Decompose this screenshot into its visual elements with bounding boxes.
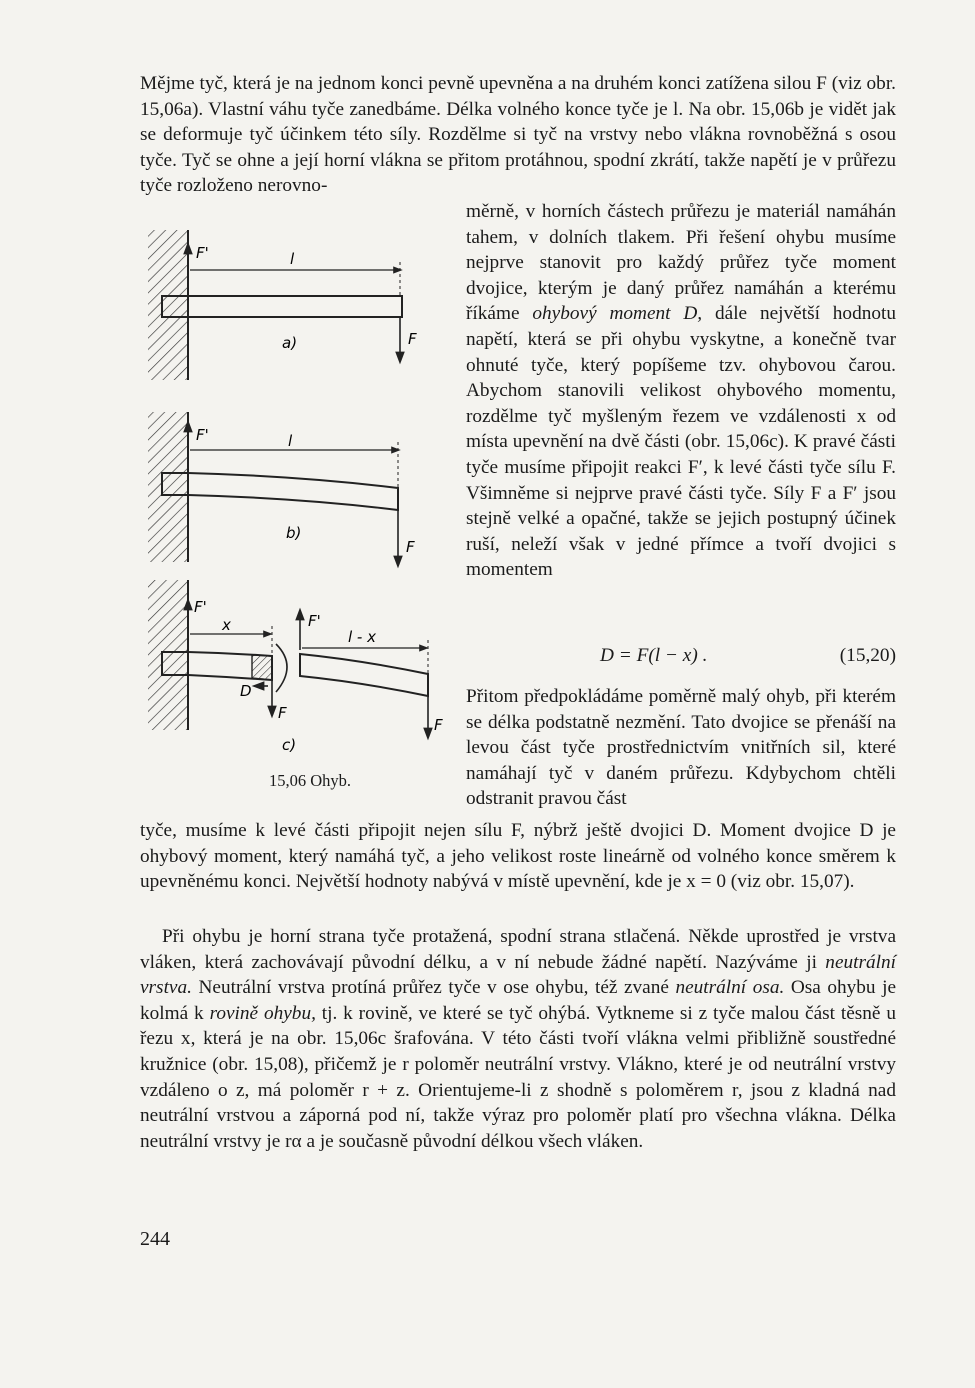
figure-15-06 xyxy=(130,220,460,770)
label-length: l xyxy=(290,250,295,268)
beam-right-part xyxy=(300,654,428,696)
label-length: l xyxy=(288,432,293,450)
label-panel-b: b) xyxy=(286,524,302,542)
page-number: 244 xyxy=(140,1228,170,1250)
paragraph-text: tj. k rovině, ve které se tyč ohýbá. Vytkneme si z tyče malou část těsně u řezu x, která je na obr. 15,06c šrafována. V této části tvoří vlákna velmi přibližně soustředné kružnice (obr. 15,08), přičemž je r poloměr neutrální vrstvy. Vlákno, které je od neutrální vrstvy vzdáleno o z, má poloměr r + z. Orientujeme-li z shodně s poloměrem r, jsou z kladná nad neutrální vrstvou a záporná pod ní, takže výraz pro poloměr platí pro všechna vlákna. Délka neutrální vrstvy je rα a je současně původní délkou všech vláken. xyxy=(140,1002,896,1152)
paragraph-bending-moment xyxy=(466,199,896,583)
beam-bending-diagram xyxy=(130,220,460,770)
panel-b xyxy=(148,412,415,562)
label-panel-a: a) xyxy=(282,334,298,352)
paragraph-text: Neutrální vrstva protíná průřez tyče v ose ohybu, též zvané xyxy=(191,977,676,999)
paragraph-text: dále největší hodnotu napětí, která se při ohybu vyskytne, a konečně tvar ohnuté tyče, který popíšeme tzv. ohybovou čarou. Abychom stanovili velikost ohybového momentu, rozdělme tyč myšleným řezem ve vzdálenosti x od místa upevnění na dvě části (obr. 15,06c). K pravé části tyče musíme připojit reakci F′, k levé části tyče sílu F. Všimněme si nejprve pravé části tyče. Síly F a F′ jsou stejně velké a opačné, takže se jejich postupný účinek ruší, neleží však v jedné přímce a tvoří dvojici s momentem xyxy=(466,303,896,581)
label-f-prime: F' xyxy=(196,244,209,262)
term-neutral-layer: neutrální vrstva. xyxy=(140,951,896,999)
term-neutral-axis: neutrální osa. xyxy=(675,977,785,999)
label-x: x xyxy=(222,616,231,634)
paragraph-text: měrně, v horních částech průřezu je materiál namáhán tahem, v dolních tlakem. Při řešení ohybu musíme nejprve stanovit pro každý průřez tyče moment dvojice, kterým je daný průřez namáhán a kterému říkáme xyxy=(466,201,896,325)
paragraph-text: Osa ohybu je kolmá k xyxy=(140,977,897,1024)
label-f-right: F xyxy=(434,716,443,734)
equation-expression: D = F(l − x) . xyxy=(600,645,708,666)
equation-15-20 xyxy=(466,645,896,673)
label-f: F xyxy=(406,538,415,556)
label-d: D xyxy=(240,682,252,700)
wall-hatching xyxy=(148,580,188,730)
paragraph-intro: Mějme tyč, která je na jednom konci pevně upevněna a na druhém konci zatížena silou F (viz obr. 15,06a). Vlastní váhu tyče zanedbáme. Délka volného konce tyče je l. Na obr. 15,06b je vidět jak se deformuje tyč účinkem této síly. Rozdělme si tyč na vrstvy nebo vlákna rovnoběžná s osou tyče. Tyč se ohne a její horní vlákna se přitom protáhnou, spodní zkrátí, takže napětí je v průřezu tyče rozloženo nerovno- xyxy=(140,73,896,197)
equation-number: (15,20) xyxy=(839,645,896,666)
label-f: F xyxy=(408,330,417,348)
label-f-prime: F' xyxy=(196,426,209,444)
label-panel-c: c) xyxy=(282,736,297,754)
figure-caption: 15,06 Ohyb. xyxy=(268,771,352,790)
label-f: F xyxy=(278,704,287,722)
paragraph-text: Při ohybu je horní strana tyče protažená, spodní strana stlačená. Někde uprostřed je vrstva vláken, která zachovávají původní délku, a v ní nebude žádné napětí. Nazýváme ji xyxy=(140,926,896,973)
hatched-segment xyxy=(252,655,272,680)
paragraph-small-bending: Přitom předpokládáme poměrně malý ohyb, při kterém se délka podstatně nezmění. Tato dvojice se přenáší na levou část tyče prostřednictvím vnitřních sil, které namáhají tyč v daném průřezu. Kdybychom chtěli odstranit pravou část xyxy=(466,686,896,810)
wall-hatching xyxy=(148,412,188,562)
label-f-prime-right: F' xyxy=(308,612,321,630)
moment-arc xyxy=(276,644,287,692)
term-bending-plane: rovině ohybu, xyxy=(209,1002,316,1024)
label-f-prime: F' xyxy=(194,598,207,616)
term-bending-moment: ohybový moment D, xyxy=(532,303,703,325)
paragraph-moment-linear: tyče, musíme k levé části připojit nejen sílu F, nýbrž ještě dvojici D. Moment dvojice D je ohybový moment, který namáhá tyč, a jeho velikost roste lineárně od volného konce směrem k upevněnému konci. Největší hodnoty nabývá v místě upevnění, kde je x = 0 (viz obr. 15,07). xyxy=(140,820,896,893)
wall-hatching xyxy=(148,230,188,380)
beam xyxy=(162,296,402,317)
paragraph-neutral-layer xyxy=(140,924,896,1154)
bent-beam xyxy=(162,473,398,510)
panel-a xyxy=(148,230,417,380)
panel-c xyxy=(148,580,443,754)
label-l-minus-x: l - x xyxy=(348,628,376,646)
